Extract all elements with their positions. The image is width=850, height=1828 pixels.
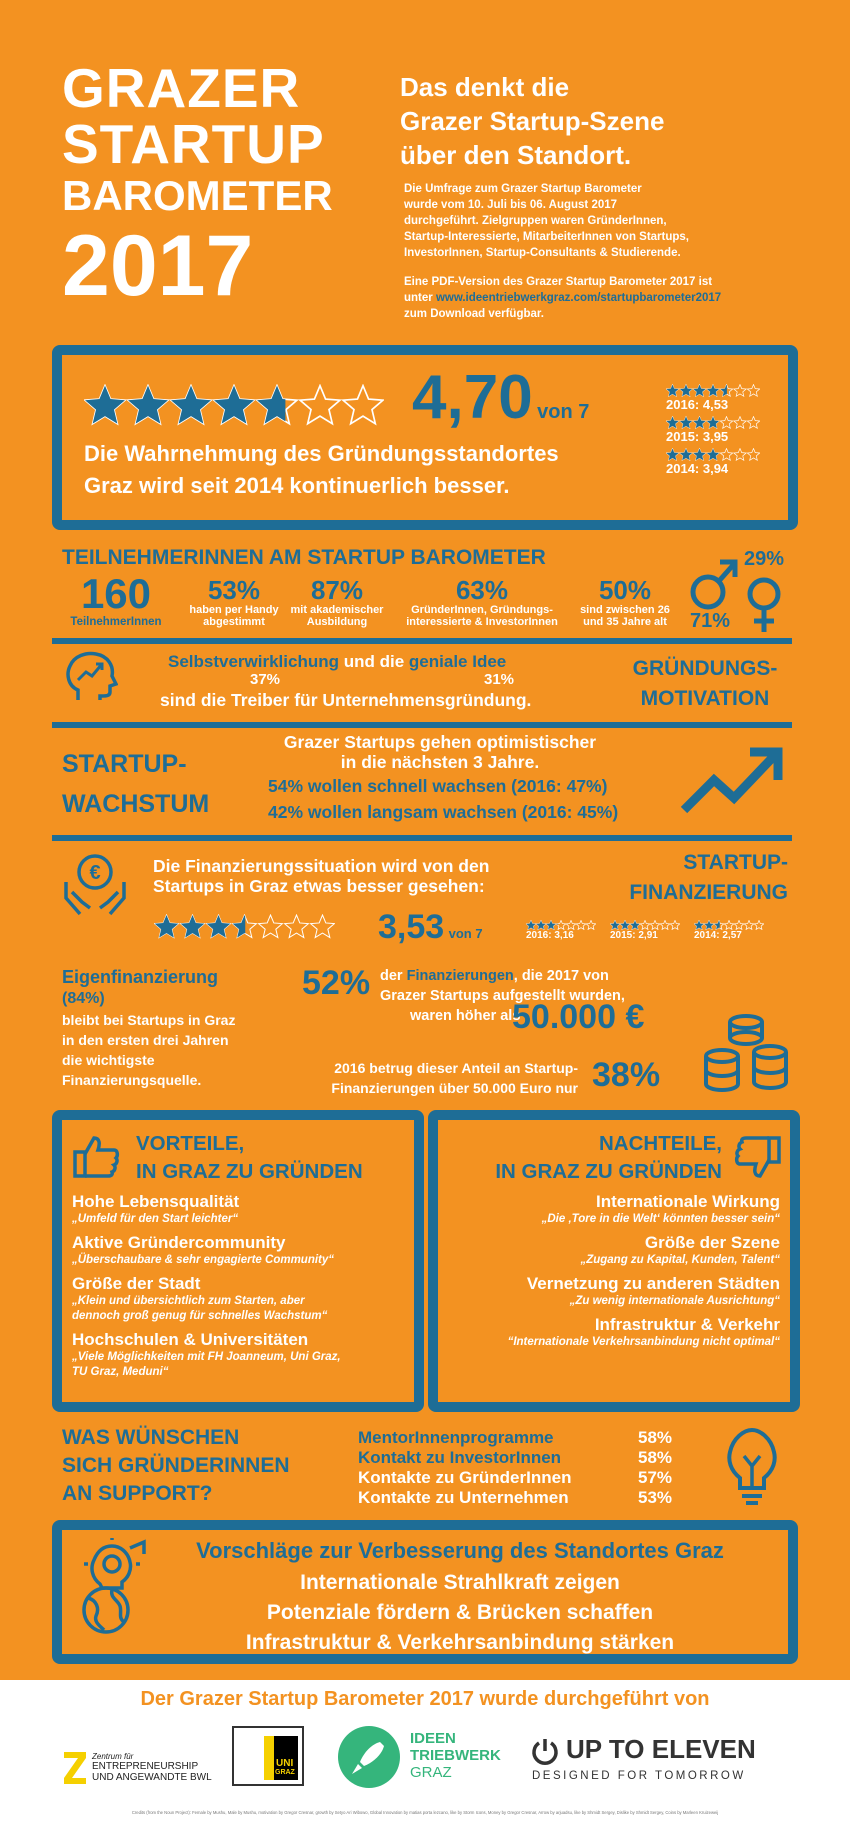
stat-value: 63% — [455, 575, 509, 605]
star-fill — [666, 417, 678, 429]
intro-text — [404, 181, 689, 261]
support-heading-line: WAS WÜNSCHEN — [62, 1426, 240, 1449]
pros-item-quote: „Überschaubare & sehr engagierte Community“ — [72, 1254, 335, 1266]
star-outline — [720, 449, 732, 461]
big-financing-line: Grazer Startups aufgestellt wurden, — [380, 988, 625, 1004]
motivation-heading — [616, 654, 794, 714]
star-fill — [666, 449, 678, 461]
star-fill — [707, 417, 719, 429]
support-item-label: Kontakt zu InvestorInnen — [358, 1448, 562, 1467]
participants-heading: TEILNEHMERINNEN AM STARTUP BAROMETER — [62, 546, 546, 569]
pros-item-quote: „Klein und übersichtlich zum Starten, aber — [72, 1295, 305, 1307]
support-item — [358, 1428, 672, 1448]
star-outline — [747, 417, 759, 429]
pros-list — [72, 1192, 412, 1380]
global-innovation-icon — [74, 1538, 150, 1636]
cons-item-quote: „Die ‚Tore in die Welt‘ könnten besser sein“ — [541, 1213, 780, 1225]
cons-item — [440, 1315, 780, 1350]
growth-text-line: in die nächsten 3 Jahre. — [340, 752, 540, 772]
cons-item-title: Vernetzung zu anderen Städten — [526, 1274, 780, 1293]
cons-item-quote: „Zu wenig internationale Ausrichtung“ — [569, 1295, 780, 1307]
motivation-term: geniale Idee — [408, 652, 507, 671]
svg-text:€: € — [89, 862, 101, 884]
logo-rocket-icon — [338, 1726, 400, 1788]
rating-text-line: Graz wird seit 2014 kontinuerlich besser. — [84, 473, 510, 498]
star-outline — [734, 920, 744, 929]
stat-label: interessierte & InvestorInnen — [406, 616, 558, 628]
conducted-by: Der Grazer Startup Barometer 2017 wurde durchgeführt von — [140, 1688, 710, 1710]
star-fill — [680, 385, 692, 397]
rating-stars — [84, 384, 384, 426]
rating-history — [666, 384, 760, 480]
cons-item-title: Internationale Wirkung — [595, 1192, 780, 1211]
star-fill — [694, 920, 704, 929]
logo-text: UNI — [276, 1758, 294, 1769]
star-outline — [724, 920, 734, 929]
thumbs-up-icon — [72, 1132, 120, 1180]
star-outline — [343, 386, 383, 424]
stat-value: 53% — [207, 575, 261, 605]
star-fill — [620, 920, 630, 929]
stat-value: 87% — [310, 575, 364, 605]
stat-label: abgestimmt — [203, 616, 265, 628]
star-outline — [747, 449, 759, 461]
logo-text: GRAZ — [410, 1764, 452, 1781]
star-outline — [586, 920, 596, 929]
star-fill — [707, 385, 719, 397]
motivation-heading-line: MOTIVATION — [640, 687, 770, 710]
participants-total-label: TeilnehmerInnen — [70, 616, 162, 628]
star-outline — [720, 417, 732, 429]
star-fill — [171, 386, 211, 424]
pros-heading — [136, 1130, 363, 1186]
star-outline — [640, 920, 650, 929]
support-item-label: Kontakte zu GründerInnen — [358, 1468, 572, 1487]
pros-item — [72, 1233, 412, 1268]
financing-score-value: 3,53 — [378, 908, 445, 946]
big-financing-term: Finanzierungen — [406, 968, 514, 984]
logo-text: TRIEBWERK — [410, 1747, 501, 1764]
prev-financing-line: Finanzierungen über 50.000 Euro nur — [331, 1080, 578, 1096]
support-item-label: Kontakte zu Unternehmen — [358, 1488, 569, 1507]
pros-item — [72, 1330, 412, 1380]
cons-item-title: Infrastruktur & Verkehr — [594, 1315, 780, 1334]
financing-text-line: Startups in Graz etwas besser gesehen: — [153, 876, 485, 896]
financing-heading-line: FINANZIERUNG — [629, 881, 788, 904]
credits: Credits (from the Noun Project): Female by Mushu, Male by Mushu, motivation by Gregor Cresnar, growth by Setyo Ari Wibowo, Global Innovation by matias porta lezcano, like by Storm Icons, Money by Gregor Cresnar, Arrow by arjuadsu, like by Shmidt Sergey, Dislike by Shmidt Sergey, Coins by Marleen Kruizeweij — [131, 1810, 719, 1815]
stat-founders — [392, 576, 572, 628]
growth-slow: 42% wollen langsam wachsen (2016: 45%) — [268, 802, 619, 822]
financing-history-label: 2015: 2,91 — [610, 930, 658, 941]
logo-text: UND ANGEWANDTE BWL — [92, 1772, 212, 1783]
growth-text — [270, 732, 610, 772]
star-fill — [128, 386, 168, 424]
growth-heading-line: STARTUP- — [62, 750, 187, 778]
intro-line: InvestorInnen, Startup-Consultants & Studierende. — [404, 247, 681, 259]
star-fill — [693, 449, 705, 461]
intro-line: Startup-Interessierte, MitarbeiterInnen von Startups, — [404, 231, 690, 243]
star-fill — [526, 920, 536, 929]
rating-text — [84, 438, 559, 502]
growth-heading — [62, 744, 209, 824]
star-outline — [650, 920, 660, 929]
logo-text: ENTREPRENEURSHIP — [92, 1761, 199, 1772]
star-rating — [666, 448, 760, 461]
male-icon — [688, 556, 740, 612]
star-outline — [734, 385, 746, 397]
big-financing-amount: 50.000 € — [512, 998, 645, 1036]
rating-score-value: 4,70 — [412, 363, 533, 432]
cons-item — [440, 1274, 780, 1309]
stat-academic — [282, 576, 392, 628]
improvements-heading: Vorschläge zur Verbesserung des Standortes Graz — [196, 1538, 724, 1563]
big-financing-pct: 52% — [302, 964, 371, 1002]
pdf-prefix: unter — [404, 292, 433, 304]
self-financing-line: in den ersten drei Jahren — [62, 1032, 229, 1048]
star-outline — [259, 915, 283, 938]
self-financing-pct: (84%) — [62, 990, 105, 1007]
prev-financing-text — [280, 1058, 578, 1098]
star-outline — [660, 920, 670, 929]
male-pct: 71% — [690, 610, 731, 632]
star-outline — [754, 920, 764, 929]
star-outline — [734, 449, 746, 461]
cons-heading — [444, 1130, 722, 1186]
cons-item-quote: „Zugang zu Kapital, Kunden, Talent“ — [580, 1254, 780, 1266]
pdf-note — [404, 274, 721, 322]
star-outline — [285, 915, 309, 938]
pros-heading-line: VORTEILE, — [136, 1132, 245, 1155]
star-fill — [704, 920, 714, 929]
star-outline — [670, 920, 680, 929]
intro-line: wurde vom 10. Juli bis 06. August 2017 — [404, 199, 618, 211]
stat-label: mit akademischer — [290, 604, 384, 616]
prev-financing-line: 2016 betrug dieser Anteil an Startup- — [334, 1060, 578, 1076]
support-item — [358, 1468, 672, 1488]
title-year: 2017 — [62, 218, 254, 314]
female-pct: 29% — [744, 548, 785, 570]
support-item-pct: 58% — [638, 1428, 673, 1447]
pros-item-title: Aktive Gründercommunity — [72, 1233, 286, 1252]
big-financing-prefix: der — [380, 968, 403, 984]
motivation-pct2: 31% — [484, 671, 515, 688]
coins-icon — [700, 1012, 792, 1092]
star-outline — [300, 386, 340, 424]
stat-mobile — [174, 576, 294, 628]
star-rating — [666, 384, 760, 397]
motivation-pct1: 37% — [250, 671, 281, 688]
stat-label: haben per Handy — [189, 604, 279, 616]
rating-history-item — [666, 416, 760, 444]
financing-score — [378, 908, 483, 947]
pros-item — [72, 1192, 412, 1227]
star-outline — [311, 915, 335, 938]
star-outline — [556, 920, 566, 929]
star-rating — [610, 920, 680, 930]
participants-total — [52, 572, 180, 628]
support-item-pct: 53% — [638, 1488, 673, 1507]
title-line-startup: STARTUP — [62, 113, 325, 175]
star-fill — [680, 449, 692, 461]
logo-text: GRAZ — [275, 1769, 295, 1776]
growth-text-line: Grazer Startups gehen optimistischer — [283, 732, 597, 752]
rating-history-item — [666, 384, 760, 412]
star-rating — [694, 920, 764, 930]
star-fill — [693, 385, 705, 397]
rating-scale: von 7 — [537, 401, 590, 423]
motivation-term: Selbstverwirklichung — [168, 652, 339, 671]
star-fill — [536, 920, 546, 929]
support-item-pct: 58% — [638, 1448, 673, 1467]
star-rating — [526, 920, 596, 930]
logo-uni-graz[interactable] — [232, 1726, 304, 1786]
improvement-item: Infrastruktur & Verkehrsanbindung stärken — [245, 1631, 675, 1654]
divider — [52, 638, 792, 644]
star-outline — [747, 385, 759, 397]
star-fill — [693, 417, 705, 429]
cons-heading-line: NACHTEILE, — [599, 1132, 722, 1155]
motivation-heading-line: GRÜNDUNGS- — [632, 657, 778, 680]
cons-heading-line: IN GRAZ ZU GRÜNDEN — [495, 1160, 722, 1183]
cons-item — [440, 1233, 780, 1268]
star-fill — [85, 386, 125, 424]
self-financing-line: die wichtigste — [62, 1052, 155, 1068]
rating-history-label: 2015: 3,95 — [666, 429, 729, 444]
stat-label: sind zwischen 26 — [580, 604, 670, 616]
growth-heading-line: WACHSTUM — [62, 790, 210, 818]
pdf-line: zum Download verfügbar. — [404, 308, 544, 320]
support-item — [358, 1488, 672, 1508]
pdf-link[interactable]: www.ideentriebwerkgraz.com/startupbarometer2017 — [435, 292, 722, 304]
lightbulb-icon — [724, 1426, 780, 1506]
rating-history-label: 2014: 3,94 — [666, 461, 729, 476]
star-fill — [666, 385, 678, 397]
self-financing-line: Finanzierungsquelle. — [62, 1072, 202, 1088]
star-fill — [680, 417, 692, 429]
rating-text-line: Die Wahrnehmung des Gründungsstandortes — [84, 441, 559, 466]
logo-z-icon — [64, 1752, 86, 1784]
financing-history-item — [526, 920, 596, 942]
headline — [400, 70, 664, 172]
logo-tagline: DESIGNED FOR TOMORROW — [532, 1770, 746, 1782]
support-list — [358, 1428, 672, 1508]
headline-line: über den Standort. — [400, 140, 632, 170]
motivation-sentence: sind die Treiber für Unternehmensgründung. — [160, 690, 532, 710]
pros-item-quote: dennoch groß genug für schnelles Wachstum“ — [72, 1310, 328, 1322]
support-heading — [62, 1424, 290, 1508]
stat-label: Ausbildung — [306, 616, 368, 628]
cons-list — [440, 1192, 780, 1350]
self-financing-title: Eigenfinanzierung — [62, 967, 219, 987]
support-item — [358, 1448, 672, 1468]
rating-history-label: 2016: 4,53 — [666, 397, 729, 412]
financing-text — [153, 856, 489, 896]
logo-up-to-eleven[interactable]: UP TO ELEVEN — [566, 1734, 756, 1764]
intro-line: Die Umfrage zum Grazer Startup Barometer — [404, 183, 642, 195]
stat-age — [560, 576, 690, 628]
star-fill — [707, 449, 719, 461]
star-fill — [207, 915, 231, 938]
rating-score — [412, 362, 589, 433]
rating-history-item — [666, 448, 760, 476]
financing-scale: von 7 — [448, 926, 483, 941]
star-fill — [155, 915, 179, 938]
star-rating — [666, 416, 760, 429]
main-title — [62, 57, 362, 314]
big-financing-line: waren höher als — [410, 1008, 521, 1024]
prev-financing-pct: 38% — [592, 1056, 661, 1094]
logo-ideentriebwerk[interactable] — [410, 1730, 501, 1781]
financing-text-line: Die Finanzierungssituation wird von den — [153, 856, 490, 876]
financing-heading-line: STARTUP- — [683, 851, 788, 874]
improvement-item: Internationale Strahlkraft zeigen — [300, 1571, 620, 1594]
stat-value: 50% — [598, 575, 652, 605]
pros-item-quote: „Viele Möglichkeiten mit FH Joanneum, Uni Graz, — [72, 1351, 341, 1363]
self-financing-line: bleibt bei Startups in Graz — [62, 1012, 236, 1028]
headline-line: Das denkt die — [400, 72, 570, 102]
logo-text: IDEEN — [410, 1730, 456, 1747]
star-fill — [546, 920, 556, 929]
star-outline — [734, 417, 746, 429]
self-financing — [62, 966, 235, 1090]
financing-history-label: 2016: 3,16 — [526, 930, 574, 941]
divider — [52, 722, 792, 728]
motivation-connector: und die — [343, 652, 405, 671]
support-heading-line: SICH GRÜNDERINNEN — [62, 1454, 290, 1477]
intro-line: durchgeführt. Zielgruppen waren GründerInnen, — [404, 215, 667, 227]
star-outline — [744, 920, 754, 929]
pros-item-quote: „Umfeld für den Start leichter“ — [72, 1213, 239, 1225]
thumbs-down-icon — [734, 1134, 782, 1182]
improvements-content — [150, 1534, 770, 1658]
pros-heading-line: IN GRAZ ZU GRÜNDEN — [136, 1160, 363, 1183]
head-growth-icon — [64, 650, 118, 702]
star-outline — [576, 920, 586, 929]
stat-label: und 35 Jahre alt — [583, 616, 667, 628]
motivation-terms — [168, 652, 506, 672]
stat-label: GründerInnen, Gründungs- — [411, 604, 553, 616]
growth-fast: 54% wollen schnell wachsen (2016: 47%) — [268, 776, 608, 796]
financing-history — [526, 920, 764, 942]
pros-item-quote: TU Graz, Meduni“ — [72, 1366, 169, 1378]
cons-item-title: Größe der Szene — [644, 1233, 780, 1252]
pros-item — [72, 1274, 412, 1324]
financing-heading — [600, 848, 788, 908]
financing-stars — [154, 914, 335, 939]
star-rating — [84, 384, 384, 426]
star-fill — [214, 386, 254, 424]
logo-text: Zentrum für — [92, 1752, 134, 1761]
pros-item-title: Hohe Lebensqualität — [72, 1192, 240, 1211]
big-financing-suffix: , die 2017 von — [513, 968, 609, 984]
financing-history-label: 2014: 2,57 — [694, 930, 742, 941]
financing-history-item — [694, 920, 764, 942]
pdf-line: Eine PDF-Version des Grazer Startup Barometer 2017 ist — [404, 276, 713, 288]
support-item-label: MentorInnenprogramme — [358, 1428, 554, 1447]
divider — [52, 835, 792, 841]
money-hands-icon — [62, 852, 128, 916]
star-fill — [630, 920, 640, 929]
female-icon — [742, 576, 786, 634]
star-fill — [610, 920, 620, 929]
title-line-grazer: GRAZER — [62, 57, 301, 119]
power-icon — [530, 1736, 560, 1766]
star-outline — [566, 920, 576, 929]
headline-line: Grazer Startup-Szene — [400, 106, 665, 136]
cons-item — [440, 1192, 780, 1227]
growth-arrow-icon — [680, 744, 786, 816]
star-rating — [154, 914, 335, 939]
star-fill — [181, 915, 205, 938]
improvement-item: Potenziale fördern & Brücken schaffen — [266, 1601, 654, 1624]
pros-item-title: Hochschulen & Universitäten — [72, 1330, 309, 1349]
participants-total-value: 160 — [80, 570, 152, 617]
support-heading-line: AN SUPPORT? — [62, 1482, 213, 1505]
cons-item-quote: “Internationale Verkehrsanbindung nicht optimal“ — [507, 1336, 780, 1348]
financing-history-item — [610, 920, 680, 942]
pros-item-title: Größe der Stadt — [72, 1274, 201, 1293]
title-line-barometer: BAROMETER — [62, 172, 333, 219]
support-item-pct: 57% — [638, 1468, 673, 1487]
